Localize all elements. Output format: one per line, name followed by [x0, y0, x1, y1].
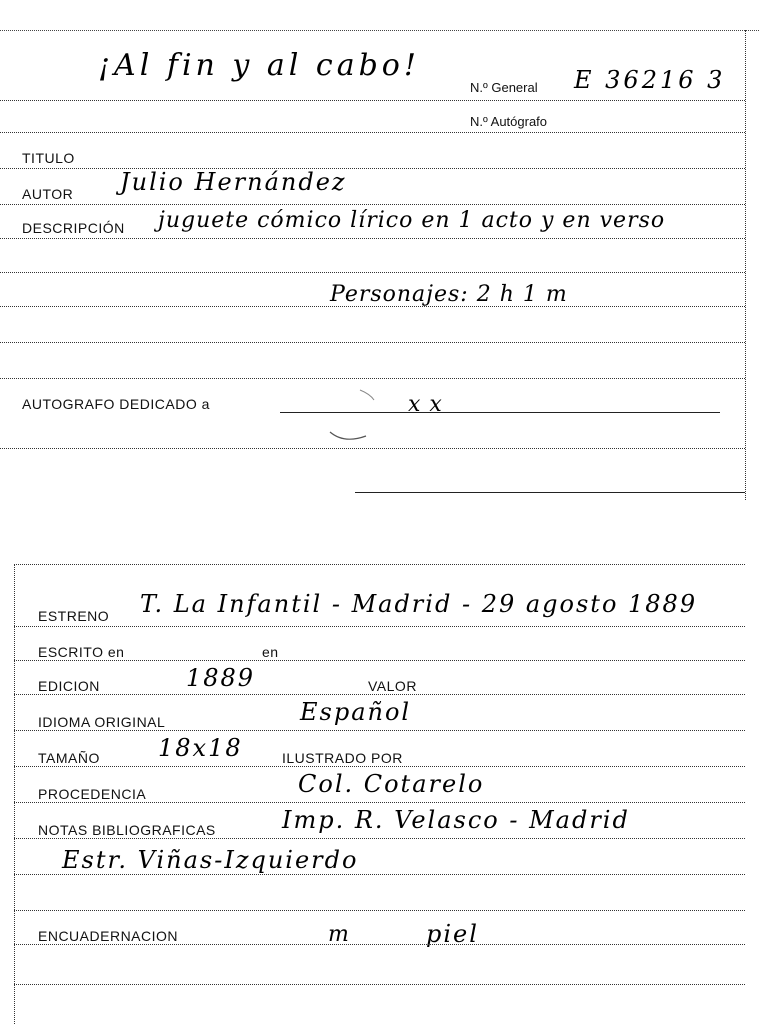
- rule-line: [14, 694, 745, 695]
- valor-label: VALOR: [368, 678, 417, 694]
- rule-line: [14, 626, 745, 627]
- edicion-value: 1889: [186, 664, 256, 692]
- card-top-edge: [0, 30, 759, 31]
- rule-line: [14, 802, 745, 803]
- autografo-dedicado-value: x x: [408, 392, 443, 417]
- notas-line2-value: Estr. Viñas-Izquierdo: [62, 846, 359, 874]
- rule-line: [14, 874, 745, 875]
- escrito-en2-label: en: [262, 644, 279, 660]
- rule-line: [0, 132, 745, 133]
- rule-line: [14, 944, 745, 945]
- rule-line: [0, 272, 745, 273]
- escrito-en-label: ESCRITO en: [38, 644, 125, 660]
- notas-bibliograficas-value: Imp. R. Velasco - Madrid: [282, 806, 630, 834]
- tamano-value: 18x18: [158, 734, 243, 762]
- rule-line: [0, 238, 745, 239]
- catalog-card-top: [0, 0, 759, 495]
- edicion-label: EDICION: [38, 678, 100, 694]
- estreno-value: T. La Infantil - Madrid - 29 agosto 1889: [140, 590, 698, 618]
- descripcion-label: DESCRIPCIÓN: [22, 220, 125, 236]
- rule-line: [14, 730, 745, 731]
- encuadernacion-label: ENCUADERNACION: [38, 928, 179, 944]
- rule-line: [0, 100, 745, 101]
- title-handwritten: ¡Al fin y al cabo!: [98, 48, 420, 83]
- rule-line: [0, 378, 745, 379]
- rule-line: [0, 168, 745, 169]
- encuadernacion-value-1: m: [328, 922, 350, 947]
- rule-line: [0, 342, 745, 343]
- personajes-value: Personajes: 2 h 1 m: [330, 282, 568, 307]
- rule-line: [0, 448, 745, 449]
- rule-line: [14, 984, 745, 985]
- notas-bibliograficas-label: NOTAS BIBLIOGRAFICAS: [38, 822, 216, 838]
- general-number-value: E 36216 3: [574, 66, 726, 94]
- tamano-label: TAMAÑO: [38, 750, 100, 766]
- ink-smudge-mark: [322, 386, 382, 446]
- rule-line: [14, 766, 745, 767]
- rule-line: [0, 204, 745, 205]
- autor-label: AUTOR: [22, 186, 74, 202]
- general-number-label: N.º General: [470, 80, 538, 95]
- titulo-label: TITULO: [22, 150, 75, 166]
- card-top-bottom-edge: [355, 492, 745, 493]
- autografo-dedicado-label: AUTOGRAFO DEDICADO a: [22, 396, 210, 412]
- procedencia-label: PROCEDENCIA: [38, 786, 147, 802]
- encuadernacion-value-2: piel: [426, 920, 479, 948]
- estreno-label: ESTRENO: [38, 608, 110, 624]
- card-right-border: [745, 30, 746, 500]
- procedencia-value: Col. Cotarelo: [298, 770, 485, 798]
- idioma-original-label: IDIOMA ORIGINAL: [38, 714, 166, 730]
- rule-line: [14, 838, 745, 839]
- ilustrado-por-label: ILUSTRADO POR: [282, 750, 403, 766]
- rule-line: [14, 910, 745, 911]
- descripcion-value: juguete cómico lírico en 1 acto y en verso: [158, 208, 666, 233]
- rule-line: [0, 306, 745, 307]
- rule-line: [14, 660, 745, 661]
- card-bottom-top-edge: [14, 564, 745, 565]
- autografo-number-label: N.º Autógrafo: [470, 114, 548, 129]
- autor-value: Julio Hernández: [120, 168, 347, 196]
- card-left-border: [14, 564, 15, 1024]
- idioma-original-value: Español: [300, 698, 412, 726]
- catalog-card-bottom: [0, 560, 759, 1028]
